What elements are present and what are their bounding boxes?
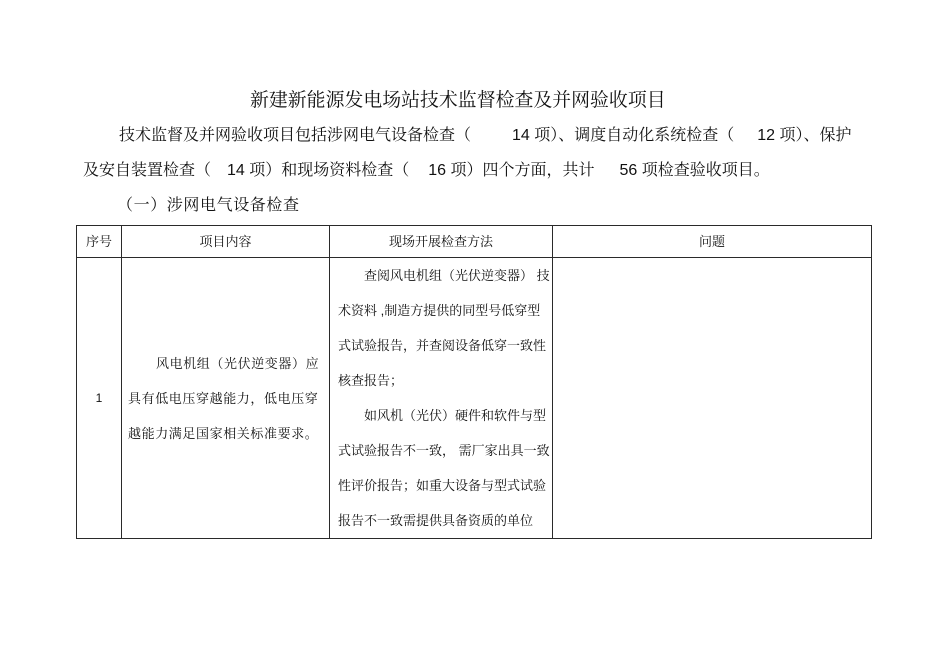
table-row	[77, 258, 872, 539]
content-cell	[122, 258, 330, 539]
method-line: 查阅风电机组（光伏逆变器） 技	[364, 268, 550, 283]
method-line: 如风机（光伏）硬件和软件与型	[364, 408, 547, 423]
intro-segment: 技术监督及并网验收项目包括涉网电气设备检查（	[119, 127, 472, 144]
intro-segment: 12 项）、保护	[757, 127, 852, 144]
header-issue: 问题	[553, 226, 872, 258]
row-index: 1	[77, 258, 122, 539]
content-line: 越能力满足国家相关标准要求。	[128, 425, 319, 441]
intro-segment: 16 项）四个方面，共计	[428, 162, 595, 179]
intro-segment: 及安自装置检查（	[83, 162, 212, 179]
intro-segment: 56 项检查验收项目。	[619, 162, 770, 179]
header-method: 现场开展检查方法	[330, 226, 553, 258]
section-heading: （一）涉网电气设备检查	[117, 197, 300, 214]
table-header-row	[77, 226, 872, 258]
intro-line-2	[83, 160, 770, 182]
intro-segment: 14 项）和现场资料检查（	[227, 162, 410, 179]
method-line: 性评价报告；如重大设备与型式试验	[338, 478, 547, 493]
content-line: 风电机组（光伏逆变器）应	[156, 355, 320, 371]
header-index: 序号	[77, 226, 122, 258]
method-line: 式试验报告不一致， 需厂家出具一致	[338, 443, 550, 458]
method-cell	[330, 258, 553, 539]
inspection-table	[76, 225, 872, 539]
method-line: 核查报告；	[338, 373, 404, 388]
intro-line-1	[119, 125, 852, 147]
content-line: 具有低电压穿越能力，低电压穿	[128, 390, 319, 406]
method-line: 报告不一致需提供具备资质的单位	[338, 513, 534, 528]
issue-cell	[553, 258, 872, 539]
intro-segment: 14 项）、调度自动化系统检查（	[512, 127, 735, 144]
header-content: 项目内容	[122, 226, 330, 258]
document-title: 新建新能源发电场站技术监督检查及并网验收项目	[250, 90, 666, 111]
method-line: 式试验报告，并查阅设备低穿一致性	[338, 338, 547, 353]
method-line: 术资料 ,制造方提供的同型号低穿型	[338, 303, 541, 318]
